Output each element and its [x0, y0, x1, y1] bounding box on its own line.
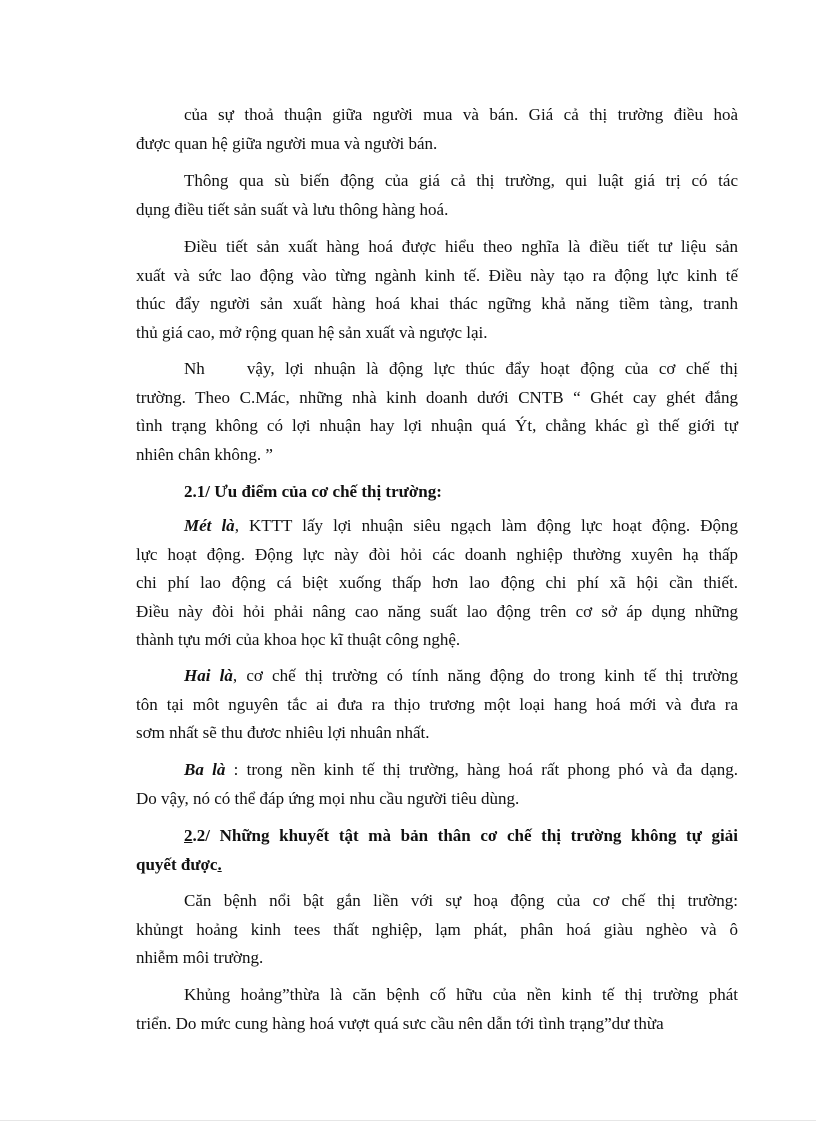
- paragraph-regulating-production: [136, 233, 738, 347]
- text-line: xuất và sức lao động vào từng ngành kinh tế. Điều này tạo ra động lực kinh tế: [136, 265, 738, 285]
- text-line: lực hoạt động. Động lực này đòi hỏi các doanh nghiệp thường xuyên hạ thấp: [136, 544, 738, 564]
- text-line: của sự thoả thuận giữa người mua và bán. Giá cả thị trường điều hoà: [184, 105, 738, 124]
- heading-run: quyết được: [136, 854, 218, 874]
- text-line: triển. Do mức cung hàng hoá vượt quá sưc cầu nên dẫn tới tình trạng”dư thừa: [136, 1013, 664, 1033]
- text-line: thủ giá cao, mở rộng quan hệ sản xuất và ngược lại.: [136, 322, 488, 342]
- text-line: dụng điều tiết sản suất và lưu thông hàng hoá.: [136, 199, 449, 219]
- text-run: : trong nền kinh tế thị trường, hàng hoá rất phong phó và đa dạng.: [225, 760, 739, 779]
- paragraph-market-defects: [136, 887, 738, 973]
- text-line: được quan hệ giữa người mua và người bán.: [136, 133, 438, 153]
- paragraph-second-advantage: [136, 662, 738, 748]
- text-line: [136, 662, 738, 691]
- text-line: [136, 756, 738, 785]
- paragraph-profit-motive: [136, 355, 738, 469]
- heading-text: [136, 851, 738, 880]
- text-line: Điều này đòi hỏi phải nâng cao năng suất lao động trên cơ sở áp dụng những: [136, 601, 738, 621]
- text-line: tình trạng không có lợi nhuận hay lợi nhuận quá Ýt, chẳng khác gì thế giới tự: [136, 416, 738, 435]
- text-run: , cơ chế thị trường có tính năng động do trong kinh tế thị trường: [232, 666, 739, 685]
- heading-text: [136, 822, 738, 851]
- paragraph-overproduction-crisis: [136, 981, 738, 1038]
- heading-number-underlined: 2: [184, 826, 193, 845]
- text-line: Nh vậy, lợi nhuận là động lực thúc đẩy hoạt động của cơ chế thị: [184, 359, 738, 378]
- section-heading-2-1: [136, 478, 738, 507]
- text-line: thành tựu mới của khoa học kĩ thuật công nghệ.: [136, 630, 461, 649]
- text-line: Căn bệnh nổi bật gắn liền với sự hoạ động của cơ chế thị trường:: [184, 891, 738, 910]
- heading-run: .2/ Những khuyết tật mà bản thân cơ chế thị trường không tự giải: [192, 826, 738, 845]
- paragraph-price-movement: [136, 167, 738, 224]
- section-heading-2-2: [136, 822, 738, 879]
- paragraph-first-advantage: [136, 512, 738, 655]
- text-line: thúc đẩy người sản xuất hàng hoá khai thác ngững khả năng tiềm tàng, tranh: [136, 294, 738, 313]
- text-run: , KTTT lấy lợi nhuận siêu ngạch làm động lực hoạt động. Động: [234, 516, 738, 535]
- heading-text: 2.1/ Ưu điểm của cơ chế thị trường:: [184, 482, 442, 501]
- text-line: khủngt hoảng kinh tees thất nghiệp, lạm phát, phân hoá giàu nghèo và ô: [136, 919, 738, 939]
- text-line: sơm nhất sẽ thu đươc nhiêu lợi nhuân nhất.: [136, 723, 430, 742]
- lead-label: Ba là: [184, 760, 226, 779]
- paragraph-third-advantage: [136, 756, 738, 813]
- text-line: Thông qua sù biến động của giá cả thị trường, qui luật giá trị có tác: [184, 171, 738, 190]
- text-line: [136, 512, 738, 541]
- lead-label: Mét là: [184, 516, 235, 535]
- text-line: trường. Theo C.Mác, những nhà kinh doanh dưới CNTB “ Ghét cay ghét đắng: [136, 387, 738, 407]
- text-line: tôn tại môt nguyên tắc ai đưa ra thịo trương một loại hang hoá mới và đưa ra: [136, 694, 738, 714]
- text-line: nhiễm môi trường.: [136, 948, 264, 967]
- heading-period-underlined: .: [217, 854, 222, 874]
- lead-label: Hai là: [184, 666, 233, 685]
- text-line: nhiên chân không. ”: [136, 444, 273, 464]
- text-line: Điều tiết sản xuất hàng hoá được hiểu theo nghĩa là điều tiết tư liệu sản: [184, 237, 738, 256]
- paragraph-market-agreement: [136, 101, 738, 158]
- text-line: Khủng hoảng”thừa là căn bệnh cố hữu của nền kinh tế thị trường phát: [184, 985, 738, 1004]
- page-bottom-edge: [0, 1120, 816, 1121]
- text-line: Do vậy, nó có thể đáp ứng mọi nhu cầu người tiêu dùng.: [136, 788, 520, 808]
- text-line: chi phí lao động cá biệt xuống thấp hơn lao động chi phí xã hội cần thiết.: [136, 573, 738, 592]
